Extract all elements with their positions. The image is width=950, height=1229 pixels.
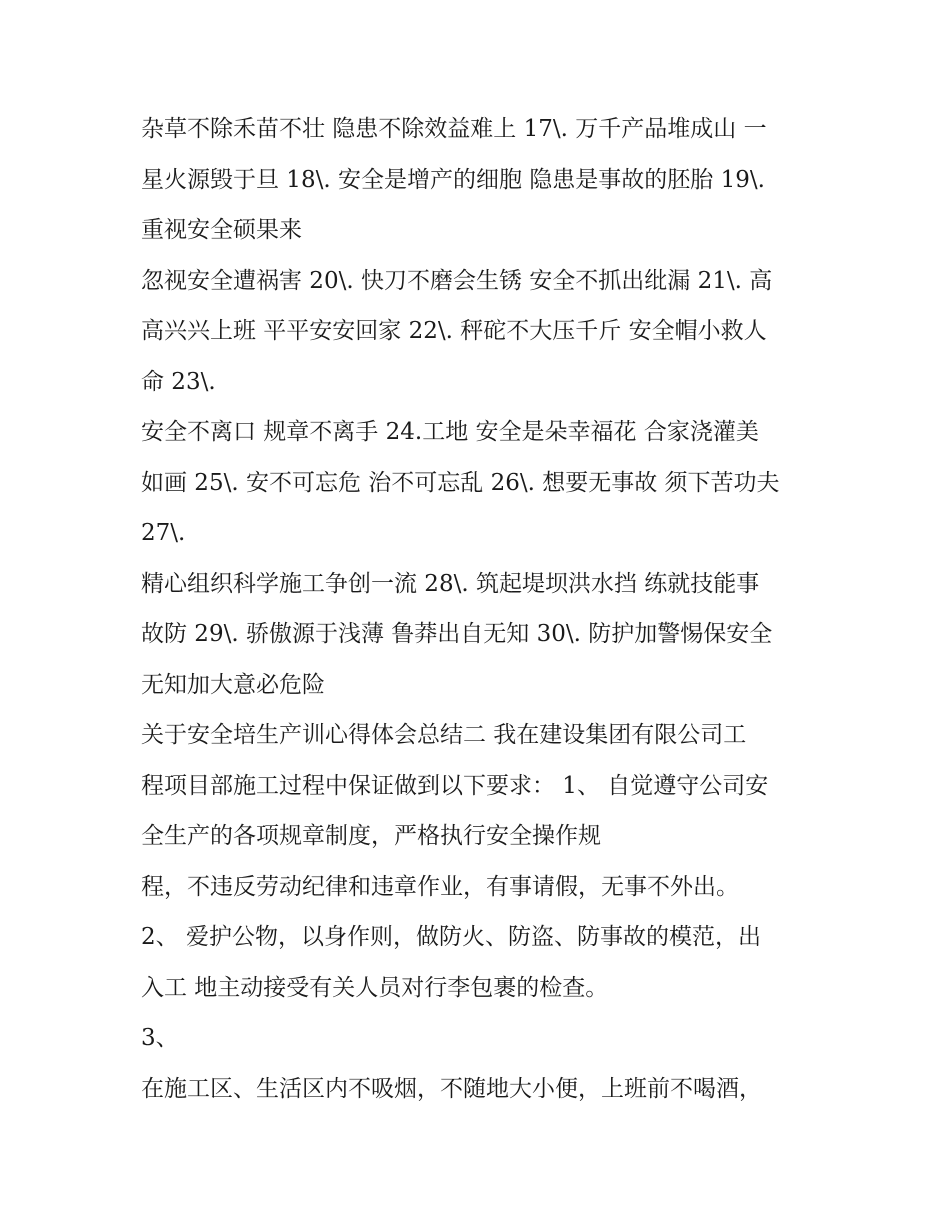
text-line: 安全不离口 规章不离手 24.工地 安全是朵幸福花 合家浇灌美 [141, 419, 759, 445]
text-line: 如画 25\. 安不可忘危 治不可忘乱 26\. 想要无事故 须下苦功夫 [141, 469, 780, 496]
text-line: 重视安全硕果来 [141, 217, 302, 243]
text-line: 关于安全培生产训心得体会总结二 我在建设集团有限公司工 [141, 722, 747, 748]
text-line: 2、 爱护公物，以身作则，做防火、防盗、防事故的模范，出 [141, 924, 761, 950]
text-line: 忽视安全遭祸害 20\. 快刀不磨会生锈 安全不抓出纰漏 21\. 高 [141, 267, 773, 294]
text-line: 27\. [141, 520, 186, 546]
text-line: 杂草不除禾苗不壮 隐患不除效益难上 17\. 万千产品堆成山 一 [141, 116, 767, 142]
text-line: 程，不违反劳动纪律和违章作业，有事请假，无事不外出。 [141, 873, 739, 900]
text-line: 命 23\. [141, 368, 216, 395]
text-line: 星火源毁于旦 18\. 安全是增产的细胞 隐患是事故的胚胎 19\. [141, 166, 765, 193]
text-line: 入工 地主动接受有关人员对行李包裹的检查。 [141, 974, 609, 1001]
document-body [141, 104, 831, 1114]
text-line: 精心组织科学施工争创一流 28\. 筑起堤坝洪水挡 练就技能事 [141, 570, 760, 597]
text-line: 在施工区、生活区内不吸烟，不随地大小便，上班前不喝酒， [141, 1075, 762, 1102]
text-line: 高兴兴上班 平平安安回家 22\. 秤砣不大压千斤 安全帽小救人 [141, 318, 767, 344]
text-line: 无知加大意必危险 [141, 671, 325, 698]
text-line: 程项目部施工过程中保证做到以下要求： 1、 自觉遵守公司安 [141, 772, 769, 799]
text-line: 3、 [141, 1025, 179, 1051]
text-line: 全生产的各项规章制度，严格执行安全操作规 [141, 823, 601, 849]
text-line: 故防 29\. 骄傲源于浅薄 鲁莽出自无知 30\. 防护加警惕保安全 [141, 621, 773, 647]
